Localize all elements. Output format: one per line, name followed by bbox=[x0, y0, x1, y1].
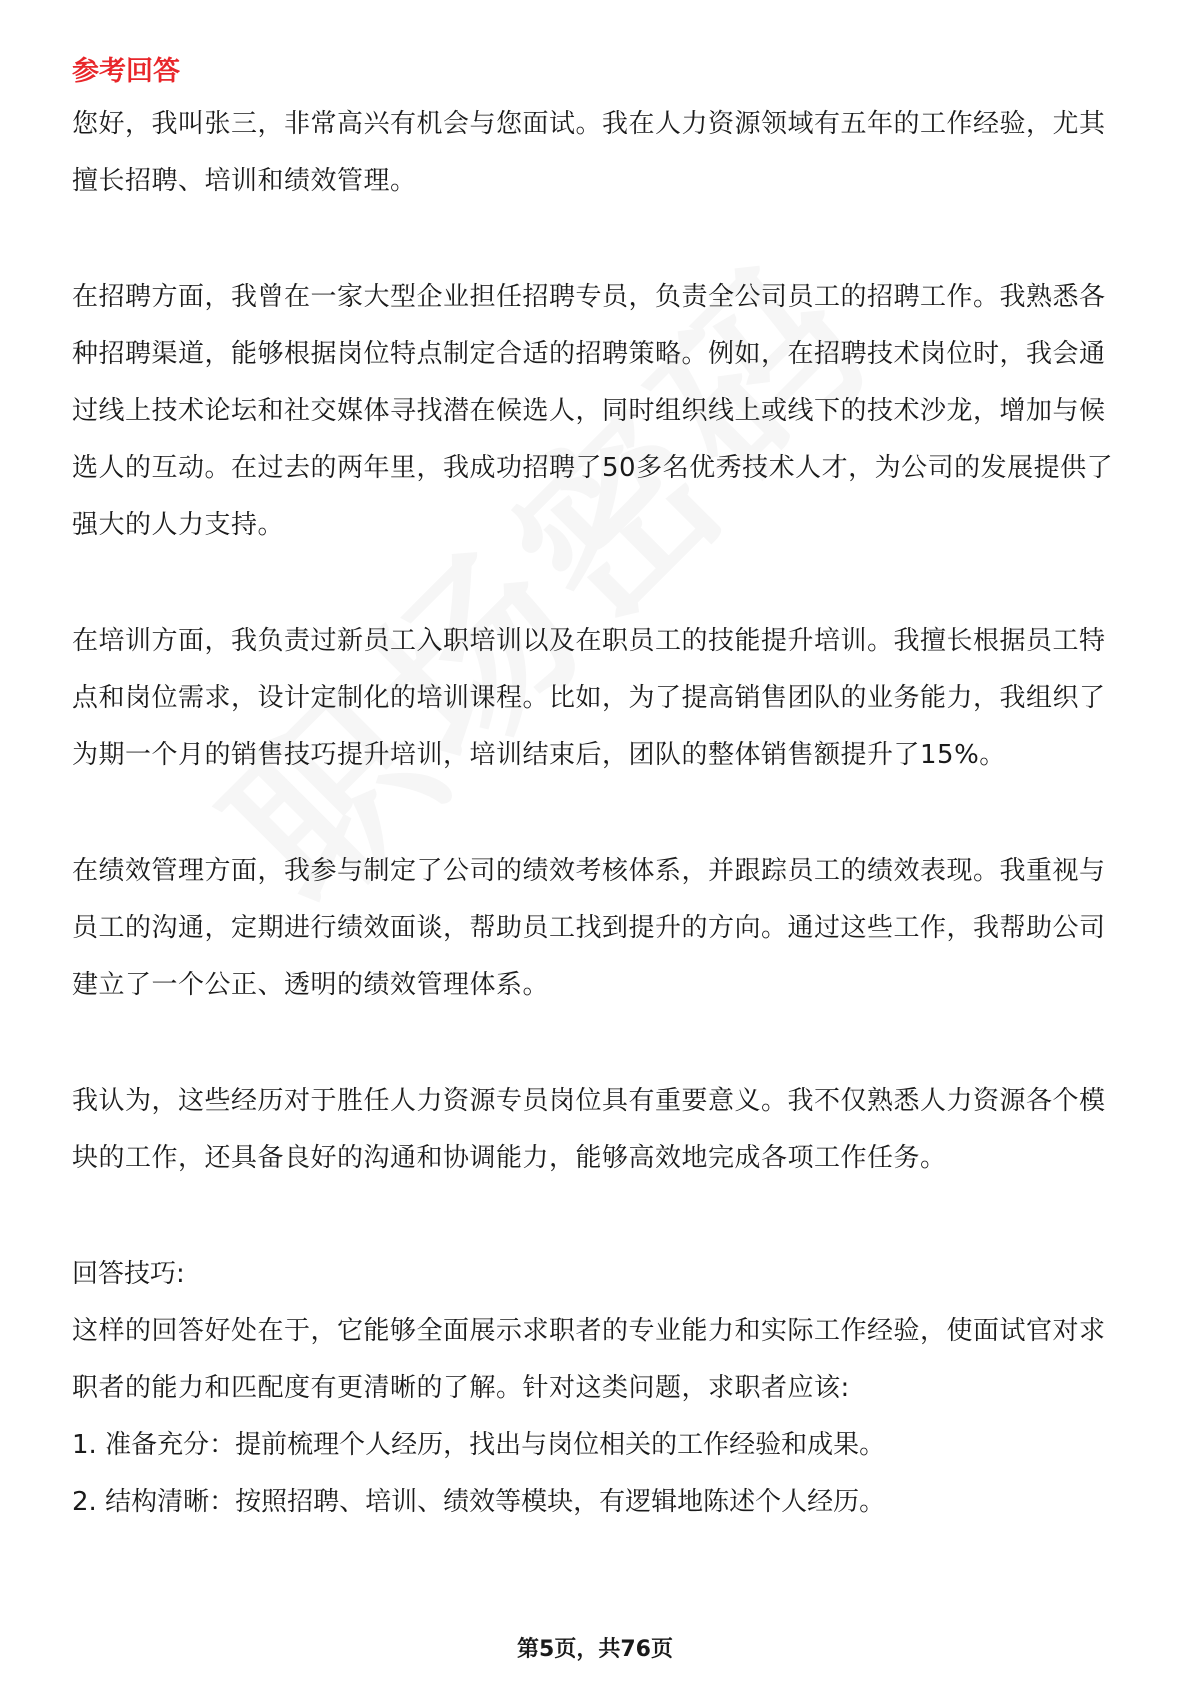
tips-list-item: 1. 准备充分：提前梳理个人经历，找出与岗位相关的工作经验和成果。 bbox=[72, 1430, 886, 1460]
tips-title: 回答技巧: bbox=[72, 1259, 185, 1289]
section-heading: 参考回答 bbox=[72, 56, 180, 87]
document-body bbox=[72, 48, 1122, 1531]
paragraph-performance: 在绩效管理方面，我参与制定了公司的绩效考核体系，并跟踪员工的绩效表现。我重视与员工的沟通，定期进行绩效面谈，帮助员工找到提升的方向。通过这些工作，我帮助公司建立了一个公正、透明的绩效管理体系。 bbox=[72, 856, 1106, 1000]
paragraph-conclusion: 我认为，这些经历对于胜任人力资源专员岗位具有重要意义。我不仅熟悉人力资源各个模块的工作，还具备良好的沟通和协调能力，能够高效地完成各项工作任务。 bbox=[72, 1086, 1106, 1173]
paragraph-recruiting: 在招聘方面，我曾在一家大型企业担任招聘专员，负责全公司员工的招聘工作。我熟悉各种招聘渠道，能够根据岗位特点制定合适的招聘策略。例如，在招聘技术岗位时，我会通过线上技术论坛和社交媒体寻找潜在候选人，同时组织线上或线下的技术沙龙，增加与候选人的互动。在过去的两年里，我成功招聘了50多名优秀技术人才，为公司的发展提供了强大的人力支持。 bbox=[72, 282, 1114, 540]
paragraph-training: 在培训方面，我负责过新员工入职培训以及在职员工的技能提升培训。我擅长根据员工特点和岗位需求，设计定制化的培训课程。比如，为了提高销售团队的业务能力，我组织了为期一个月的销售技巧提升培训，培训结束后，团队的整体销售额提升了15%。 bbox=[72, 626, 1106, 770]
tips-intro: 这样的回答好处在于，它能够全面展示求职者的专业能力和实际工作经验，使面试官对求职者的能力和匹配度有更清晰的了解。针对这类问题，求职者应该: bbox=[72, 1316, 1106, 1403]
tips-list-item: 2. 结构清晰：按照招聘、培训、绩效等模块，有逻辑地陈述个人经历。 bbox=[72, 1487, 886, 1517]
paragraph-intro: 您好，我叫张三，非常高兴有机会与您面试。我在人力资源领域有五年的工作经验，尤其擅长招聘、培训和绩效管理。 bbox=[72, 109, 1106, 196]
page-number: 第5页，共76页 bbox=[517, 1637, 673, 1662]
